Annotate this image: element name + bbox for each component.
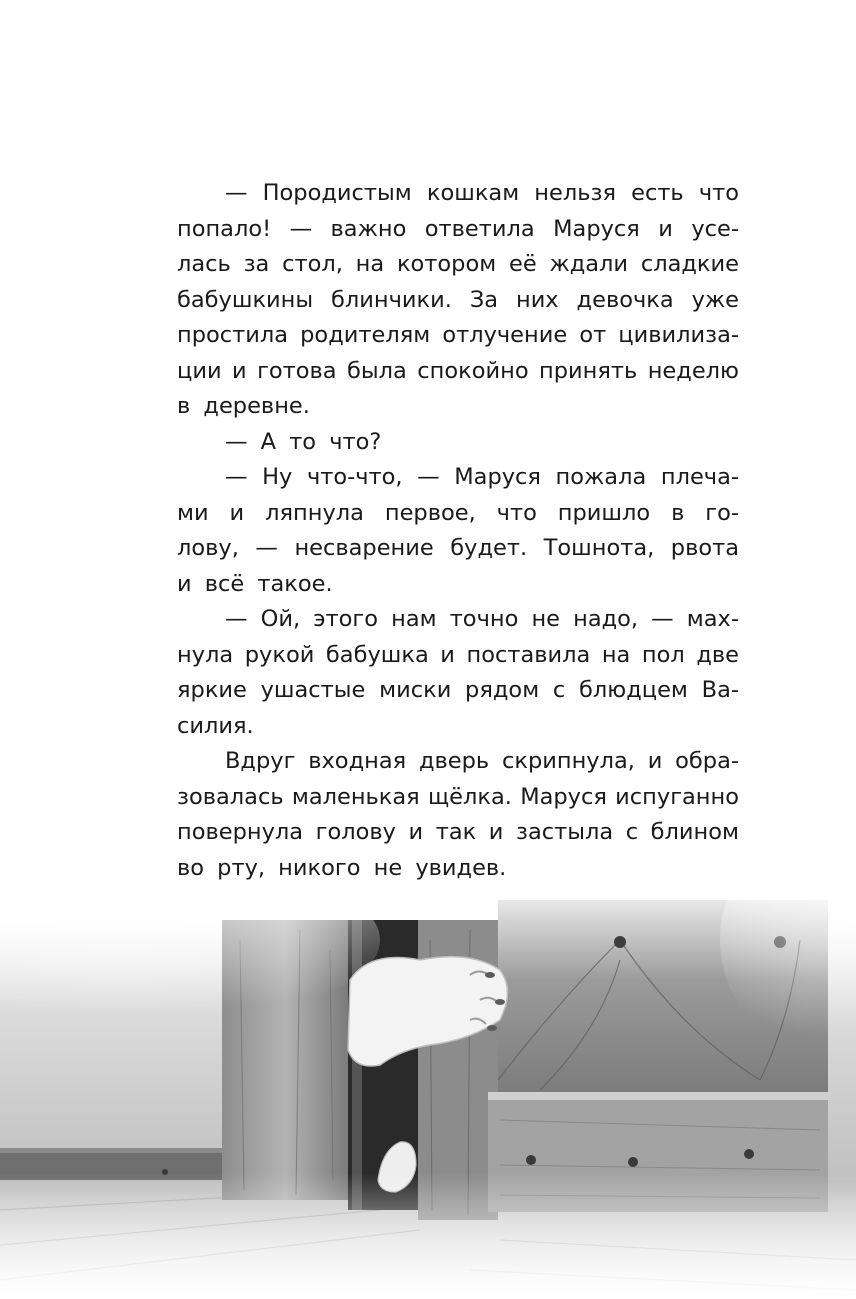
door-cat-paw-illustration	[0, 880, 856, 1299]
text-line: простила родителям отлучение от цивилиза-	[177, 322, 739, 348]
text-line: лову, — несварение будет. Тошнота, рвота	[177, 535, 739, 561]
text-line: нула рукой бабушка и поставила на пол две	[177, 641, 739, 668]
text-line: в деревне.	[177, 393, 310, 419]
text-line: и всё такое.	[177, 570, 333, 597]
text-line: повернула голову и так и застыла с блином	[177, 819, 739, 845]
text-line: Вдруг входная дверь скрипнула, и обра-	[225, 748, 739, 774]
text-line: ми и ляпнула первое, что пришло в го-	[177, 499, 739, 526]
story-text	[177, 176, 739, 886]
text-line: — Породистым кошкам нельзя есть что	[225, 180, 739, 206]
text-line: лась за стол, на котором её ждали сладкие	[177, 251, 739, 277]
text-line: ции и готова была спокойно принять неделю	[177, 357, 739, 384]
text-line: — Ну что-что, — Маруся пожала плеча-	[225, 464, 739, 490]
text-line: — Ой, этого нам точно не надо, — мах-	[225, 606, 739, 632]
text-line: бабушкины блинчики. За них девочка уже	[177, 286, 739, 313]
text-line: яркие ушастые миски рядом с блюдцем Ва-	[177, 677, 739, 703]
text-line: — А то что?	[225, 428, 382, 455]
text-line: зовалась маленькая щёлка. Маруся испуганно	[177, 783, 739, 810]
text-line: попало! — важно ответила Маруся и усе-	[177, 215, 739, 242]
text-line: силия.	[177, 712, 254, 739]
text-line: во рту, никого не увидев.	[177, 854, 507, 881]
